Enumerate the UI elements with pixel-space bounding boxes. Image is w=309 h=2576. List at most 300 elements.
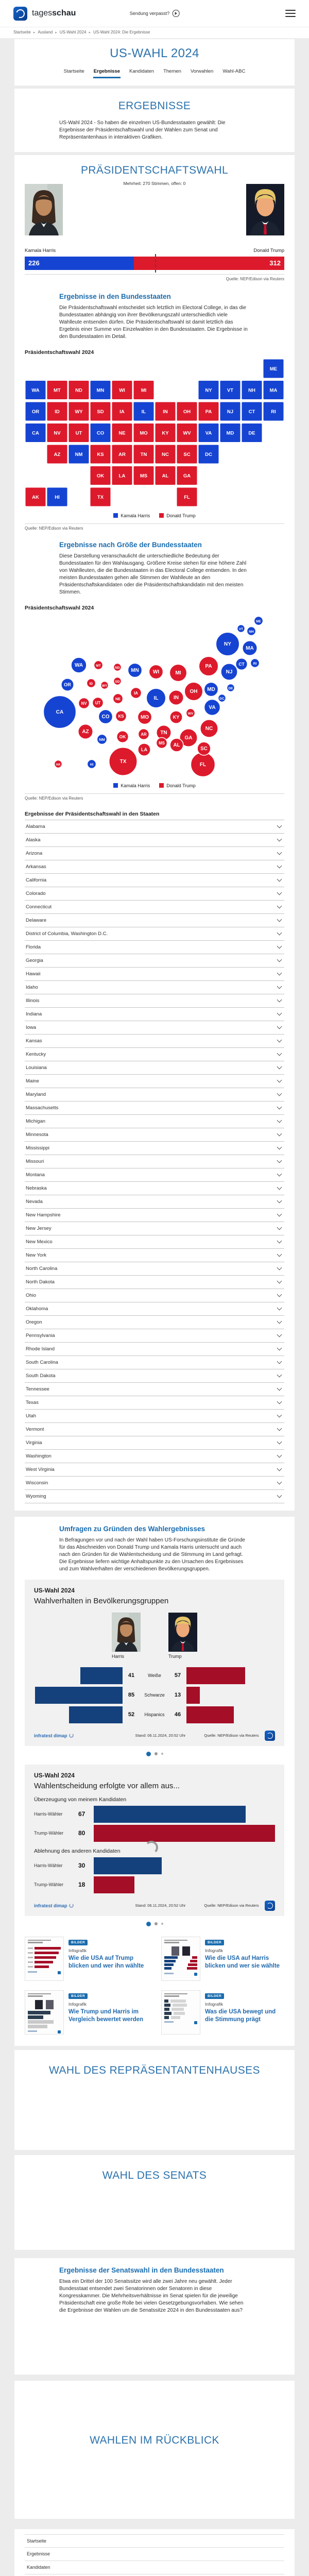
state-accordion-row[interactable] — [25, 1008, 284, 1021]
state-bubble-NE[interactable] — [113, 693, 123, 703]
state-accordion-row[interactable] — [25, 1343, 284, 1356]
state-tile-ND[interactable] — [68, 380, 89, 399]
state-accordion-row[interactable] — [25, 901, 284, 914]
state-accordion-row[interactable] — [25, 941, 284, 954]
teaser-title[interactable]: Was die USA bewegt und die Stimmung prägt — [205, 2008, 276, 2023]
state-tile-NY[interactable] — [198, 380, 219, 399]
state-tile-CO[interactable] — [90, 423, 111, 442]
chevron-down-icon — [277, 957, 282, 962]
state-accordion-row[interactable] — [25, 1249, 284, 1262]
state-tile-MT[interactable] — [47, 380, 67, 399]
state-accordion-row[interactable] — [25, 847, 284, 860]
svg-text:IL: IL — [141, 409, 146, 415]
state-bubble-DE[interactable] — [227, 684, 235, 691]
state-bubble-OH[interactable] — [184, 682, 202, 700]
tagesschau-logo-icon[interactable] — [13, 7, 27, 21]
carousel-dot[interactable] — [154, 1922, 158, 1925]
missed-show-link[interactable] — [130, 10, 180, 17]
state-bubble-OR[interactable] — [61, 678, 74, 690]
chevron-down-icon — [277, 917, 282, 922]
state-name-label: Oregon — [26, 1319, 42, 1325]
footer-link[interactable] — [25, 2574, 284, 2576]
state-accordion-row[interactable] — [25, 1369, 284, 1383]
state-bubble-LA[interactable] — [138, 743, 150, 755]
state-tile-CA[interactable] — [25, 423, 46, 442]
trump-bar — [186, 1706, 234, 1723]
state-bubble-KY[interactable] — [170, 710, 182, 723]
state-bubble-MO[interactable] — [138, 710, 151, 724]
state-accordion-row[interactable] — [25, 1356, 284, 1369]
state-accordion-row[interactable] — [25, 1235, 284, 1249]
footer-link[interactable]: Kandidaten — [25, 2561, 284, 2574]
state-bubble-FL[interactable] — [191, 752, 215, 776]
state-tile-SD[interactable] — [90, 402, 111, 421]
chevron-down-icon — [277, 1332, 282, 1337]
state-bubble-MN[interactable] — [128, 663, 142, 677]
brand-suffix: schau — [52, 9, 76, 18]
state-accordion-row[interactable] — [25, 1477, 284, 1490]
breadcrumb-item[interactable]: US-Wahl 2024 — [59, 30, 87, 35]
svg-text:OR: OR — [31, 409, 40, 415]
state-name-label: Maine — [26, 1078, 39, 1084]
senate-results-text: Etwa ein Drittel der 100 Senatssitze wird alle zwei Jahre neu gewählt. Jeder Bundesstaat entsendet zwei Senatorinnen oder Senatoren in diese Kongresskammer. Die Mehrheitsverhältnisse im Senat spielen für die jeweilige Präsidentschaft eine große Rolle bei vielen Gesetzgebungsvorhaben. Wie sehen die Ergebnisse der Wahlen um die Senatssitze 2024 in den Bundesstaaten aus? — [59, 2278, 244, 2314]
state-tile-NM[interactable] — [68, 445, 89, 464]
state-bubble-MT[interactable] — [94, 660, 102, 669]
state-name-label: Colorado — [26, 890, 46, 896]
state-tile-MO[interactable] — [133, 423, 154, 442]
state-tile-NC[interactable] — [155, 445, 176, 464]
state-tile-DC[interactable] — [198, 445, 219, 464]
footer-link[interactable]: Ergebnisse — [25, 2548, 284, 2561]
svg-text:RI: RI — [271, 409, 276, 415]
senate-title: WAHL DES SENATS — [102, 2169, 207, 2181]
breadcrumb-item[interactable]: Ausland — [38, 30, 53, 35]
svg-text:HI: HI — [55, 494, 60, 500]
state-accordion-row[interactable] — [25, 1383, 284, 1396]
svg-text:ME: ME — [269, 366, 278, 372]
legend-trump — [159, 783, 196, 788]
state-tile-UT[interactable] — [68, 423, 89, 442]
state-tile-AR[interactable] — [112, 445, 132, 464]
state-bubble-WI[interactable] — [149, 665, 163, 679]
motive-value: 67 — [78, 1810, 85, 1818]
state-tile-NJ[interactable] — [220, 402, 241, 421]
tab-kandidaten[interactable]: Kandidaten — [129, 69, 154, 74]
state-name-label: Vermont — [26, 1426, 44, 1432]
electoral-college-bar — [25, 257, 284, 270]
svg-text:CO: CO — [101, 714, 110, 720]
carousel-dot-active[interactable] — [146, 1752, 151, 1756]
source-label: Quelle: NEP/Edison via Reuters — [204, 1903, 259, 1908]
state-accordion-row[interactable] — [25, 1410, 284, 1423]
state-accordion-row[interactable] — [25, 914, 284, 927]
state-tile-HI[interactable] — [47, 487, 67, 506]
chevron-down-icon — [277, 1278, 282, 1283]
harris-bar — [69, 1706, 123, 1723]
demographics-row — [34, 1687, 275, 1704]
state-name-label: Virginia — [26, 1439, 42, 1446]
chevron-down-icon — [277, 1385, 282, 1391]
state-tile-WY[interactable] — [68, 402, 89, 421]
state-name-label: Arkansas — [26, 863, 46, 870]
state-accordion-row[interactable] — [25, 1168, 284, 1182]
harris-portrait-illustration — [112, 1613, 141, 1652]
svg-text:MA: MA — [246, 645, 254, 651]
dimap-donut-icon — [69, 1733, 74, 1738]
chevron-down-icon — [277, 1318, 282, 1324]
state-tile-KY[interactable] — [155, 423, 176, 442]
state-bubble-NC[interactable] — [200, 719, 218, 737]
brand-prefix: tages — [32, 9, 53, 18]
retro-card — [14, 2381, 295, 2519]
state-bubble-WA[interactable] — [71, 657, 87, 673]
state-tile-NE[interactable] — [112, 423, 132, 442]
state-bubble-ME[interactable] — [254, 616, 263, 625]
state-accordion-row[interactable] — [25, 1222, 284, 1235]
motive-row — [34, 1876, 275, 1893]
state-bubble-UT[interactable] — [92, 697, 103, 708]
svg-text:HI: HI — [90, 762, 94, 767]
chevron-down-icon — [277, 1198, 282, 1203]
state-bubble-NY[interactable] — [216, 632, 239, 656]
carousel-dot-active[interactable] — [146, 1922, 151, 1926]
bilder-badge: BILDER — [68, 1993, 88, 1999]
state-bubble-NV[interactable] — [78, 698, 89, 708]
house-card — [14, 2050, 295, 2150]
state-tile-WV[interactable] — [177, 423, 197, 442]
state-name-label: Michigan — [26, 1118, 46, 1124]
state-tile-PA[interactable] — [198, 402, 219, 421]
trump-legend-label: Donald Trump — [166, 783, 196, 788]
play-icon — [172, 10, 179, 17]
state-tile-LA[interactable] — [112, 466, 132, 485]
trump-legend-label: Donald Trump — [166, 513, 196, 518]
state-accordion-row[interactable] — [25, 1035, 284, 1048]
state-accordion-row[interactable] — [25, 1490, 284, 1503]
size-heading[interactable]: Ergebnisse nach Größe der Bundesstaaten — [59, 540, 202, 549]
state-bubble-SC[interactable] — [197, 742, 211, 755]
umfragen-heading[interactable]: Umfragen zu Gründen des Wahlergebnisses — [59, 1524, 205, 1533]
state-tile-VA[interactable] — [198, 423, 219, 442]
state-accordion-row[interactable] — [25, 1075, 284, 1088]
trump-value: 57 — [174, 1672, 181, 1679]
hamburger-menu-icon[interactable] — [285, 8, 296, 19]
state-bubble-IL[interactable] — [146, 688, 165, 707]
state-tile-TX[interactable] — [90, 487, 111, 506]
state-name-label: Wyoming — [26, 1493, 46, 1499]
state-name-label: Tennessee — [26, 1386, 49, 1392]
state-accordion-row[interactable] — [25, 820, 284, 834]
state-bubble-AK[interactable] — [55, 760, 62, 768]
state-bubble-RI[interactable] — [250, 658, 259, 667]
state-accordion-row[interactable] — [25, 954, 284, 968]
state-accordion-row[interactable] — [25, 1061, 284, 1075]
svg-text:DC: DC — [219, 697, 225, 701]
state-tile-OK[interactable] — [90, 466, 111, 485]
state-tile-TN[interactable] — [133, 445, 154, 464]
state-accordion-row[interactable] — [25, 1302, 284, 1316]
state-tile-SC[interactable] — [177, 445, 197, 464]
state-tile-MS[interactable] — [133, 466, 154, 485]
state-tile-NH[interactable] — [242, 380, 262, 399]
state-bubble-SD[interactable] — [114, 677, 122, 685]
state-accordion-row[interactable] — [25, 1142, 284, 1155]
state-accordion-row[interactable] — [25, 1463, 284, 1477]
harris-legend-swatch — [113, 513, 118, 518]
state-accordion-row[interactable] — [25, 1209, 284, 1222]
state-tile-AK[interactable] — [25, 487, 46, 506]
svg-text:ME: ME — [256, 619, 261, 623]
motive-row — [34, 1806, 275, 1823]
state-tile-ID[interactable] — [47, 402, 67, 421]
state-name-label: Kentucky — [26, 1051, 46, 1057]
svg-text:FL: FL — [184, 494, 190, 500]
widget-title: Wahlentscheidung erfolgte vor allem aus... — [34, 1781, 180, 1790]
state-bubble-map[interactable] — [25, 614, 284, 779]
state-bubble-CA[interactable] — [43, 696, 76, 728]
svg-text:SD: SD — [115, 680, 120, 684]
state-tile-OH[interactable] — [177, 402, 197, 421]
tab-startseite[interactable]: Startseite — [63, 69, 84, 74]
state-bubble-NJ[interactable] — [221, 664, 237, 680]
state-bubble-OK[interactable] — [117, 731, 129, 742]
state-accordion-row[interactable] — [25, 1155, 284, 1168]
infografik-teaser[interactable] — [25, 1990, 148, 2035]
state-accordion-row[interactable] — [25, 1128, 284, 1142]
state-bubble-IN[interactable] — [169, 690, 184, 705]
state-tile-KS[interactable] — [90, 445, 111, 464]
svg-text:UT: UT — [75, 430, 82, 436]
svg-text:AL: AL — [162, 473, 169, 479]
chevron-down-icon — [277, 1399, 282, 1404]
state-accordion-row[interactable] — [25, 1276, 284, 1289]
state-bubble-CT[interactable] — [236, 658, 248, 670]
state-tile-MD[interactable] — [220, 423, 241, 442]
svg-text:OK: OK — [96, 473, 105, 479]
state-accordion-row[interactable] — [25, 1195, 284, 1209]
state-accordion-row[interactable] — [25, 1048, 284, 1061]
state-bubble-AZ[interactable] — [78, 724, 93, 739]
state-bubble-NM[interactable] — [97, 734, 107, 744]
svg-text:NJ: NJ — [227, 409, 234, 415]
state-bubble-MD[interactable] — [204, 682, 218, 696]
state-tile-IA[interactable] — [112, 402, 132, 421]
breadcrumb-separator-icon: ▸ — [33, 30, 36, 35]
svg-text:NE: NE — [118, 430, 126, 436]
state-name-label: Florida — [26, 944, 41, 950]
state-accordion-row[interactable] — [25, 927, 284, 941]
state-bubble-AL[interactable] — [170, 738, 183, 752]
harris-value: 41 — [128, 1672, 135, 1679]
state-accordion-row[interactable] — [25, 981, 284, 994]
svg-text:WI: WI — [152, 669, 160, 675]
state-bubble-ID[interactable] — [87, 679, 95, 687]
ard-app-icon — [265, 1731, 275, 1741]
chevron-down-icon — [277, 1144, 282, 1149]
carousel-dot[interactable] — [161, 1923, 163, 1925]
state-accordion-row[interactable] — [25, 1423, 284, 1436]
state-bubble-DC[interactable] — [218, 694, 226, 702]
motive-value: 30 — [78, 1862, 85, 1870]
state-tile-MA[interactable] — [263, 380, 284, 399]
state-accordion-row[interactable] — [25, 1021, 284, 1035]
svg-text:TN: TN — [140, 451, 147, 457]
state-name-label: Arizona — [26, 850, 43, 856]
state-tile-AZ[interactable] — [47, 445, 67, 464]
state-accordion-row[interactable] — [25, 887, 284, 901]
harris-portrait-illustration — [25, 184, 63, 235]
state-bubble-MA[interactable] — [243, 640, 258, 655]
state-name-label: Kansas — [26, 1038, 42, 1044]
motive-bar — [94, 1825, 275, 1842]
infografik-teaser[interactable] — [161, 1937, 284, 1981]
svg-text:FL: FL — [199, 761, 207, 768]
state-accordion-row[interactable] — [25, 874, 284, 887]
infografik-teaser[interactable] — [161, 1990, 284, 2035]
harris-name-label: Kamala Harris — [25, 247, 56, 253]
harris-widget-label: Harris — [112, 1653, 124, 1659]
state-accordion-row[interactable] — [25, 1088, 284, 1101]
state-tile-CT[interactable] — [242, 402, 262, 421]
footer-link[interactable]: Startseite — [25, 2534, 284, 2548]
teaser-title[interactable]: Wie die USA auf Trump blicken und wer ihn wählte — [68, 1955, 144, 1969]
state-bubble-ND[interactable] — [114, 663, 122, 671]
state-accordion-row[interactable] — [25, 994, 284, 1008]
state-name-label: Ohio — [26, 1292, 37, 1298]
svg-text:SC: SC — [183, 451, 191, 457]
state-tile-IN[interactable] — [155, 402, 176, 421]
state-name-label: Mississippi — [26, 1145, 49, 1151]
breadcrumb-item[interactable]: US-Wahl 2024: Die Ergebnisse — [93, 30, 150, 35]
state-accordion-row[interactable] — [25, 1450, 284, 1463]
state-accordion-row[interactable] — [25, 968, 284, 981]
state-accordion-row[interactable] — [25, 1115, 284, 1128]
teaser-title[interactable]: Wie Trump und Harris im Vergleich bewertet werden — [68, 2008, 144, 2023]
state-result-map[interactable] — [25, 359, 284, 509]
states-heading[interactable]: Ergebnisse in den Bundesstaaten — [59, 292, 171, 300]
teaser-text-column — [68, 1990, 148, 2035]
teaser-title[interactable]: Wie die USA auf Harris blicken und wer sie wählte — [205, 1955, 280, 1969]
state-bubble-KS[interactable] — [115, 710, 126, 721]
tab-vorwahlen[interactable]: Vorwahlen — [190, 69, 214, 74]
state-bubble-CO[interactable] — [98, 709, 112, 723]
svg-text:AL: AL — [173, 742, 180, 748]
state-tile-WA[interactable] — [25, 380, 46, 399]
state-bubble-NH[interactable] — [247, 626, 255, 635]
state-accordion-row[interactable] — [25, 1182, 284, 1195]
voter-group-label: Trump-Wähler — [34, 1831, 64, 1836]
trump-bar — [186, 1667, 245, 1684]
state-tile-VT[interactable] — [220, 380, 241, 399]
state-accordion-row[interactable] — [25, 1396, 284, 1410]
state-bubble-IA[interactable] — [130, 687, 141, 698]
state-tile-RI[interactable] — [263, 402, 284, 421]
retro-title: WAHLEN IM RÜCKBLICK — [90, 2434, 219, 2446]
state-tile-AL[interactable] — [155, 466, 176, 485]
state-accordion-row[interactable] — [25, 1436, 284, 1450]
motive-bar — [94, 1857, 162, 1874]
ergebnisse-title: ERGEBNISSE — [118, 100, 191, 112]
footer-navigation — [14, 2529, 295, 2576]
svg-text:NV: NV — [54, 430, 61, 436]
state-tile-MI[interactable] — [133, 380, 154, 399]
svg-text:IN: IN — [174, 694, 179, 701]
svg-text:AR: AR — [118, 451, 126, 457]
source-label: Quelle: NEP/Edison via Reuters — [204, 1733, 259, 1738]
state-tile-DE[interactable] — [242, 423, 262, 442]
carousel-dot[interactable] — [154, 1752, 158, 1755]
state-bubble-WY[interactable] — [101, 681, 109, 689]
tab-themen[interactable]: Themen — [163, 69, 181, 74]
svg-text:MS: MS — [140, 473, 148, 479]
state-name-label: Texas — [26, 1399, 39, 1405]
group-label: Hispanics — [144, 1712, 165, 1718]
state-accordion-row[interactable] — [25, 1329, 284, 1343]
state-bubble-AR[interactable] — [138, 728, 149, 739]
state-tile-IL[interactable] — [133, 402, 154, 421]
trump-value: 46 — [174, 1711, 181, 1718]
svg-text:MS: MS — [159, 740, 165, 745]
svg-text:TX: TX — [97, 494, 104, 500]
svg-text:MO: MO — [140, 714, 149, 720]
state-bubble-MI[interactable] — [169, 664, 186, 681]
state-accordion-row[interactable] — [25, 860, 284, 874]
state-accordion-row[interactable] — [25, 834, 284, 847]
brand-wordmark[interactable] — [32, 9, 76, 18]
svg-text:DE: DE — [248, 430, 255, 436]
chevron-down-icon — [277, 1426, 282, 1431]
state-accordion-row[interactable] — [25, 1316, 284, 1329]
state-bubble-TX[interactable] — [109, 747, 137, 775]
state-tile-OR[interactable] — [25, 402, 46, 421]
chevron-down-icon — [277, 1024, 282, 1029]
state-bubble-VT[interactable] — [237, 624, 245, 632]
svg-text:OR: OR — [64, 682, 71, 687]
state-accordion-row[interactable] — [25, 1262, 284, 1276]
tab-wahlabc[interactable]: Wahl-ABC — [222, 69, 246, 74]
state-accordion-row[interactable] — [25, 1289, 284, 1302]
state-bubble-WV[interactable] — [186, 708, 195, 717]
state-accordion-row[interactable] — [25, 1101, 284, 1115]
senate-results-heading[interactable]: Ergebnisse der Senatswahl in den Bundesstaaten — [59, 2266, 224, 2274]
infografik-teaser[interactable] — [25, 1937, 148, 1981]
chevron-down-icon — [277, 1225, 282, 1230]
state-tile-ME[interactable] — [263, 359, 284, 378]
stand-label: Stand: 06.11.2024, 20:52 Uhr — [135, 1733, 186, 1738]
teaser-thumbnail — [25, 1937, 64, 1981]
state-bubble-VA[interactable] — [204, 699, 220, 715]
tab-ergebnisse[interactable]: Ergebnisse — [93, 67, 121, 78]
svg-text:MA: MA — [269, 387, 278, 393]
harris-bar-area — [34, 1667, 123, 1684]
svg-text:AK: AK — [32, 494, 39, 500]
state-tile-NV[interactable] — [47, 423, 67, 442]
state-bubble-HI[interactable] — [87, 759, 96, 768]
svg-text:AZ: AZ — [54, 451, 61, 457]
breadcrumb-item[interactable]: Startseite — [13, 30, 31, 35]
state-bubble-MS[interactable] — [156, 737, 167, 748]
size-text: Diese Darstellung veranschaulicht die unterschiedliche Bedeutung der Bundesstaaten für den Wahlausgang. Größere Kreise stehen für eine höhere Zahl von Wahlleuten, die die Bundesstaaten in das Electoral College entsenden. In den meisten Bundesstaaten gehen alle Stimmen der Wahlleute an den Präsidentschaftskandidaten oder die Präsidentschaftskandidatin mit den meisten Stimmen. — [59, 553, 247, 596]
state-tile-MN[interactable] — [90, 380, 111, 399]
state-bubble-PA[interactable] — [199, 656, 218, 675]
teaser-kicker: Infografik — [205, 2001, 223, 2007]
carousel-dot[interactable] — [161, 1753, 163, 1755]
state-tile-WI[interactable] — [112, 380, 132, 399]
missed-show-label: Sendung verpasst? — [129, 11, 170, 16]
state-tile-FL[interactable] — [177, 487, 197, 506]
state-tile-GA[interactable] — [177, 466, 197, 485]
svg-text:PA: PA — [205, 409, 212, 415]
